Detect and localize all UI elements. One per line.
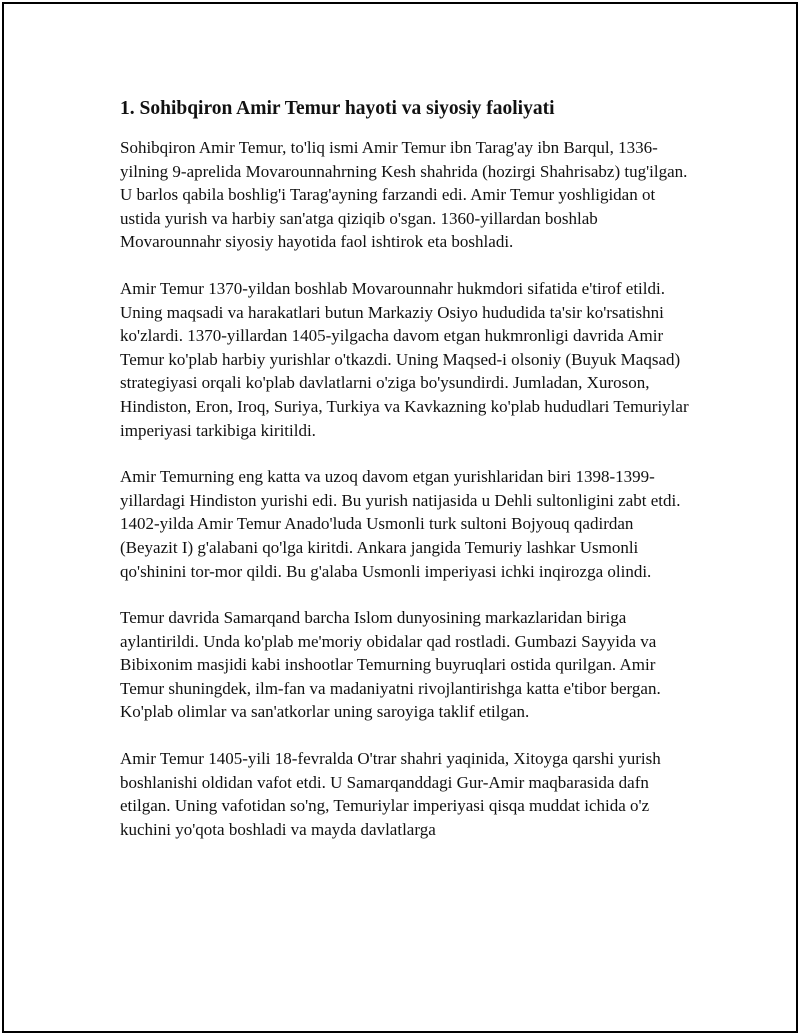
paragraph-samarkand: Temur davrida Samarqand barcha Islom dunyosining markazlaridan biriga aylantirildi. Unda ko'plab me'moriy obidalar qad rostladi. Gumbazi Sayyida va Bibixonim masjidi kabi inshootlar Temurning buyruqlari ostida qurilgan. Amir Temur shuningdek, ilm-fan va madaniyatni rivojlantirishga katta e'tibor bergan. Ko'plab olimlar va san'atkorlar uning saroyiga taklif etilgan. <box>120 608 661 722</box>
section-title: 1. Sohibqiron Amir Temur hayoti va siyosiy faoliyati <box>120 98 555 119</box>
paragraph-death: Amir Temur 1405-yili 18-fevralda O'trar shahri yaqinida, Xitoyga qarshi yurish boshlanishi oldidan vafot etdi. U Samarqanddagi Gur-Amir maqbarasida dafn etilgan. Uning vafotidan so'ng, Temuriylar imperiyasi qisqa muddat ichida o'z kuchini yo'qota boshladi va mayda davlatlarga <box>120 749 661 839</box>
document-body <box>120 96 690 841</box>
paragraph-reign: Amir Temur 1370-yildan boshlab Movarounnahr hukmdori sifatida e'tirof etildi. Uning maqsadi va harakatlari butun Markaziy Osiyo hududida ta'sir ko'rsatishni ko'zlardi. 1370-yillardan 1405-yilgacha davom etgan hukmronligi davrida Amir Temur ko'plab harbiy yurishlar o'tkazdi. Uning Maqsed-i olsoniy (Buyuk Maqsad) strategiyasi orqali ko'plab davlatlarni o'ziga bo'ysundirdi. Jumladan, Xuroson, Hindiston, Eron, Iroq, Suriya, Turkiya va Kavkazning ko'plab hududlari Temuriylar imperiyasi tarkibiga kiritildi. <box>120 278 689 440</box>
paragraph-early-life: Sohibqiron Amir Temur, to'liq ismi Amir Temur ibn Tarag'ay ibn Barqul, 1336-yilning 9-aprelida Movarounnahrning Kesh shahrida (hozirgi Shahrisabz) tug'ilgan. U barlos qabila boshlig'i Tarag'ayning farzandi edi. Amir Temur yoshligidan ot ustida yurish va harbiy san'atga qiziqib o'sgan. 1360-yillardan boshlab Movarounnahr siyosiy hayotida faol ishtirok eta boshladi. <box>120 138 688 252</box>
paragraph-campaigns: Amir Temurning eng katta va uzoq davom etgan yurishlaridan biri 1398-1399-yillardagi Hindiston yurishi edi. Bu yurish natijasida u Dehli sultonligini zabt etdi. 1402-yilda Amir Temur Anado'luda Usmonli turk sultoni Bojyouq qadirdan (Beyazit I) g'alabani qo'lga kiritdi. Ankara jangida Temuriy lashkar Usmonli qo'shinini tor-mor qildi. Bu g'alaba Usmonli imperiyasi ichki inqirozga olindi. <box>120 467 681 581</box>
document-page <box>2 2 798 1033</box>
